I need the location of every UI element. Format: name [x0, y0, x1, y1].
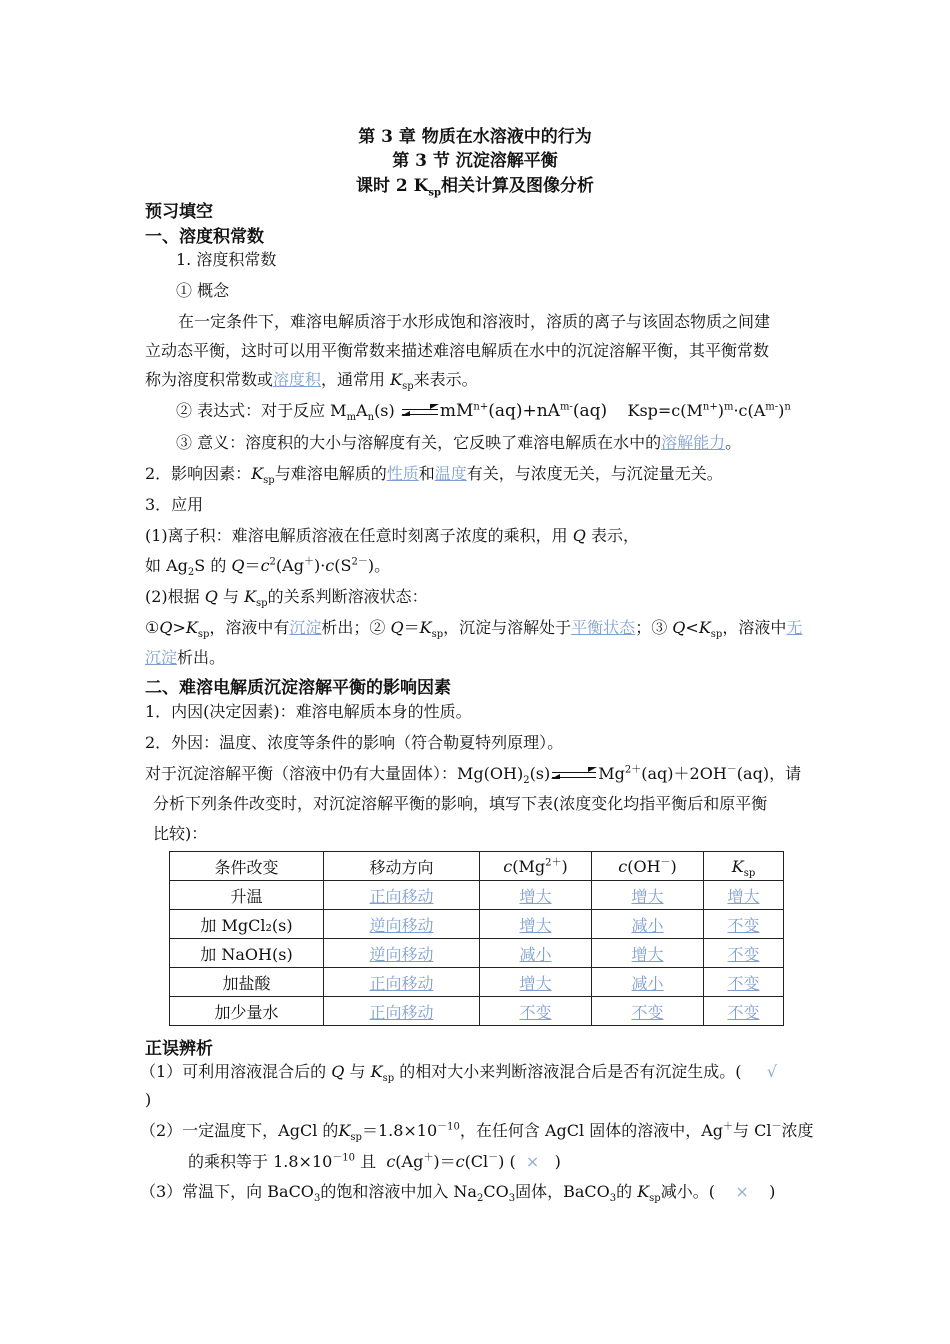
- concept-label: ① 概念: [176, 281, 230, 300]
- meaning-line: ③ 意义：溶度积的大小与溶解度有关，它反映了难溶电解质在水中的溶解能力。: [176, 433, 742, 452]
- equilibrium-arrow-icon: [402, 405, 438, 419]
- judge-q1: （1）可利用溶液混合后的 Q 与 $K_{sp}$ 的相对大小来判断溶液混合后是否有沉淀生成。( √: [140, 1062, 778, 1085]
- equilibrium-line2: 分析下列条件改变时，对沉淀溶解平衡的影响，填写下表(浓度变化均指平衡后和原平衡: [153, 794, 768, 813]
- header-mg: $c(Mg^{2+})$: [480, 852, 592, 881]
- cell-direction: 正向移动: [369, 973, 434, 993]
- table-row: [170, 997, 784, 1026]
- equilibrium-arrow-icon-2: [552, 768, 596, 782]
- cell-ksp: 不变: [727, 944, 760, 964]
- cell-ksp: 不变: [727, 973, 760, 993]
- answer-precipitate: 沉淀: [289, 618, 322, 637]
- cell-oh: 减小: [631, 973, 664, 993]
- external-factor: 2．外因：温度、浓度等条件的影响（符合勒夏特列原理）。: [145, 733, 564, 752]
- cell-mg: 增大: [519, 886, 552, 906]
- cell-condition: 加盐酸: [170, 968, 324, 997]
- section2-heading: 二、难溶电解质沉淀溶解平衡的影响因素: [145, 678, 451, 698]
- internal-factor: 1．内因(决定因素)：难溶电解质本身的性质。: [145, 702, 472, 721]
- table-header-row: [170, 852, 784, 881]
- section1-heading: 一、溶度积常数: [145, 227, 264, 247]
- cell-mg: 减小: [519, 944, 552, 964]
- judge-q2: （2）一定温度下，AgCl 的$K_{sp}=1.8\times 10^{-10}$，在任何含 AgCl 固体的溶液中，Ag＋与 Cl－浓度: [140, 1121, 814, 1144]
- q3-answer-mark: ×: [735, 1182, 749, 1201]
- table-row: [170, 968, 784, 997]
- conditions-line1: $①Q>K_{sp}$，溶液中有沉淀析出；② $Q=K_{sp}$，沉淀与溶解处于平衡状态；③ $Q<K_{sp}$，溶液中无: [145, 618, 803, 641]
- cell-direction: 逆向移动: [369, 915, 434, 935]
- factors-line: 2．影响因素：$K_{sp}$与难溶电解质的性质和温度有关，与浓度无关，与沉淀量无关。: [145, 464, 723, 487]
- conditions-line2: 沉淀析出。: [145, 648, 226, 667]
- ion-product-line: (1)离子积：难溶电解质溶液在任意时刻离子浓度的乘积，用 Q 表示，: [145, 526, 639, 545]
- cell-oh: 不变: [631, 1002, 664, 1022]
- equilibrium-line3: 比较)：: [153, 824, 208, 843]
- cell-oh: 减小: [631, 915, 664, 935]
- preview-heading: 预习填空: [145, 202, 213, 222]
- equilibrium-line: 对于沉淀溶解平衡（溶液中仍有大量固体）：$Mg(OH)_2(s)$ $Mg^{2+}(aq)+2OH^-(aq)$，请: [145, 764, 802, 787]
- cell-direction: 正向移动: [369, 1002, 434, 1022]
- cell-direction: 逆向移动: [369, 944, 434, 964]
- cell-oh: 增大: [631, 886, 664, 906]
- answer-ksp-name: 溶度积: [273, 370, 322, 389]
- cell-condition: 加 NaOH(s): [170, 939, 324, 968]
- answer-precipitate-2: 沉淀: [145, 648, 178, 667]
- judge-q1-end: ): [145, 1090, 152, 1109]
- answer-solubility: 溶解能力: [661, 433, 726, 452]
- q1-answer-mark: √: [766, 1062, 778, 1081]
- cell-condition: 加少量水: [170, 997, 324, 1026]
- table-row: [170, 939, 784, 968]
- answer-temperature: 温度: [434, 464, 467, 483]
- cell-ksp: 不变: [727, 915, 760, 935]
- answer-nature: 性质: [386, 464, 419, 483]
- cell-mg: 增大: [519, 915, 552, 935]
- header-condition: 条件改变: [170, 852, 324, 881]
- effects-table: [169, 851, 784, 1026]
- judge-q2-line2: 的乘积等于 $1.8\times 10^{-10}$ 且 c(Ag＋)＝c(Cl－) ( × ): [188, 1152, 561, 1171]
- chapter-title: 第 3 章 物质在水溶液中的行为: [358, 127, 592, 147]
- example-line: 如 $Ag_2S$ 的 $Q=c^2(Ag^+)\cdot c(S^{2-})$。: [145, 556, 391, 579]
- cell-ksp: 增大: [727, 886, 760, 906]
- cell-condition: 升温: [170, 881, 324, 910]
- header-ksp: $K_{sp}$: [704, 852, 784, 881]
- judge-heading: 正误辨析: [145, 1039, 213, 1059]
- cell-oh: 增大: [631, 944, 664, 964]
- q2-answer-mark: ×: [525, 1152, 540, 1171]
- cell-mg: 不变: [519, 1002, 552, 1022]
- lesson-title: 课时 2 $K_{sp}$相关计算及图像分析: [355, 176, 595, 199]
- item-1: 1. 溶度积常数: [176, 250, 277, 269]
- section-title: 第 3 节 沉淀溶解平衡: [392, 151, 558, 171]
- cell-mg: 增大: [519, 973, 552, 993]
- answer-none: 无: [786, 618, 803, 637]
- judge-state-line: (2)根据 Q 与 $K_{sp}$的关系判断溶液状态：: [145, 587, 428, 610]
- concept-para-line3: 称为溶度积常数或溶度积，通常用 $K_{sp}$来表示。: [145, 370, 478, 393]
- cell-direction: 正向移动: [369, 886, 434, 906]
- cell-ksp: 不变: [727, 1002, 760, 1022]
- concept-para-line1: 在一定条件下，难溶电解质溶于水形成饱和溶液时，溶质的离子与该固态物质之间建: [178, 312, 771, 331]
- concept-para-line2: 立动态平衡，这时可以用平衡常数来描述难溶电解质在水中的沉淀溶解平衡，其平衡常数: [145, 341, 770, 360]
- judge-q3: （3）常温下，向 BaCO$_3$的饱和溶液中加入 $Na_2CO_3$固体，BaCO$_3$的 $K_{sp}$减小。( × ): [140, 1182, 776, 1205]
- expression-line: ② 表达式：对于反应 $M_mA_n(s)$ $mM^{n+}(aq)+nA^{m-}(aq)$ $Ksp=c(M^{n+})^m\cdot c(A^{m-})^n$: [176, 401, 791, 424]
- application-heading: 3．应用: [145, 495, 204, 514]
- header-oh: c(OH－): [592, 852, 704, 881]
- header-direction: 移动方向: [324, 852, 480, 881]
- cell-condition: 加 MgCl₂(s): [170, 910, 324, 939]
- table-row: [170, 910, 784, 939]
- table-row: [170, 881, 784, 910]
- answer-equilibrium: 平衡状态: [571, 618, 636, 637]
